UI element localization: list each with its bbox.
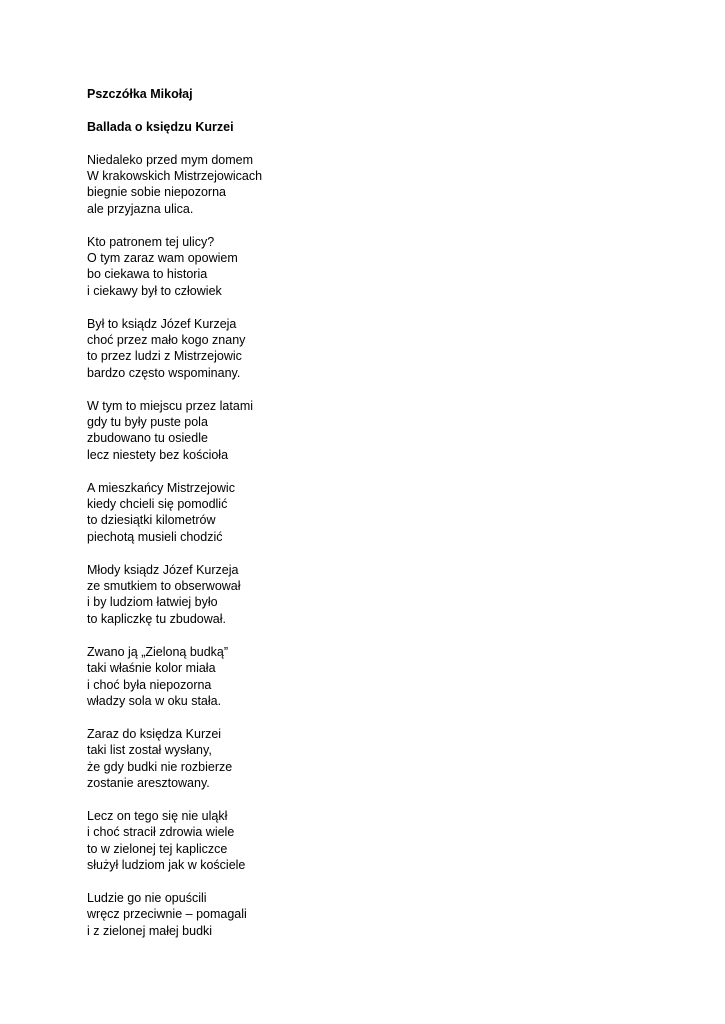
poem-line: i by ludziom łatwiej było: [87, 595, 218, 610]
document-page: [87, 86, 687, 955]
poem-stanza: [87, 316, 687, 382]
poem-line: i choć była niepozorna: [87, 677, 212, 692]
poem-stanza: [87, 890, 687, 939]
poem-line: to w zielonej tej kapliczce: [87, 841, 228, 856]
poem-line: to kapliczkę tu zbudował.: [87, 611, 226, 626]
poem-line: ze smutkiem to obserwował: [87, 579, 241, 594]
poem-line: to przez ludzi z Mistrzejowic: [87, 349, 242, 364]
poem-line: zbudowano tu osiedle: [87, 431, 208, 446]
poem-stanza: [87, 562, 687, 628]
poem-line: piechotą musieli chodzić: [87, 529, 223, 544]
poem-line: Ludzie go nie opuścili: [87, 890, 207, 905]
poem-line: i choć stracił zdrowia wiele: [87, 825, 235, 840]
poem-line: taki właśnie kolor miała: [87, 661, 216, 676]
poem-line: Był to ksiądz Józef Kurzeja: [87, 316, 237, 331]
poem-line: ale przyjazna ulica.: [87, 201, 194, 216]
poem-line: to dziesiątki kilometrów: [87, 513, 216, 528]
poem-line: kiedy chcieli się pomodlić: [87, 497, 228, 512]
poem-stanza: [87, 152, 687, 218]
poem-stanza: [87, 808, 687, 874]
poem-line: choć przez mało kogo znany: [87, 333, 246, 348]
poem-line: wręcz przeciwnie – pomagali: [87, 907, 247, 922]
poem-line: biegnie sobie niepozorna: [87, 185, 226, 200]
poem-line: że gdy budki nie rozbierze: [87, 759, 233, 774]
author-name: Pszczółka Mikołaj: [87, 87, 193, 101]
poem-line: Młody ksiądz Józef Kurzeja: [87, 562, 239, 577]
poem-line: taki list został wysłany,: [87, 743, 212, 758]
poem-line: służył ludziom jak w kościele: [87, 857, 246, 872]
poem-line: W tym to miejscu przez latami: [87, 398, 254, 413]
poem-line: władzy sola w oku stała.: [87, 693, 222, 708]
poem-line: Niedaleko przed mym domem: [87, 152, 254, 167]
poem-line: gdy tu były puste pola: [87, 415, 208, 430]
poem-line: zostanie aresztowany.: [87, 775, 210, 790]
poem-stanza: [87, 398, 687, 464]
poem-line: i ciekawy był to człowiek: [87, 283, 222, 298]
poem-line: W krakowskich Mistrzejowicach: [87, 169, 263, 183]
poem-line: A mieszkańcy Mistrzejowic: [87, 480, 235, 495]
poem-line: Kto patronem tej ulicy?: [87, 234, 215, 249]
poem-stanza: [87, 234, 687, 300]
poem-title: Ballada o księdzu Kurzei: [87, 119, 234, 134]
poem-line: bo ciekawa to historia: [87, 267, 208, 282]
poem-stanza: [87, 644, 687, 710]
poem-line: O tym zaraz wam opowiem: [87, 251, 238, 266]
poem-line: Zwano ją „Zieloną budką”: [87, 644, 229, 659]
poem-stanza: [87, 726, 687, 792]
poem-line: Zaraz do księdza Kurzei: [87, 726, 222, 741]
poem-line: i z zielonej małej budki: [87, 923, 213, 938]
poem-line: lecz niestety bez kościoła: [87, 447, 229, 462]
poem-stanza: [87, 480, 687, 546]
poem-line: bardzo często wspominany.: [87, 365, 241, 380]
poem-body: [87, 152, 687, 939]
poem-line: Lecz on tego się nie uląkł: [87, 808, 228, 823]
